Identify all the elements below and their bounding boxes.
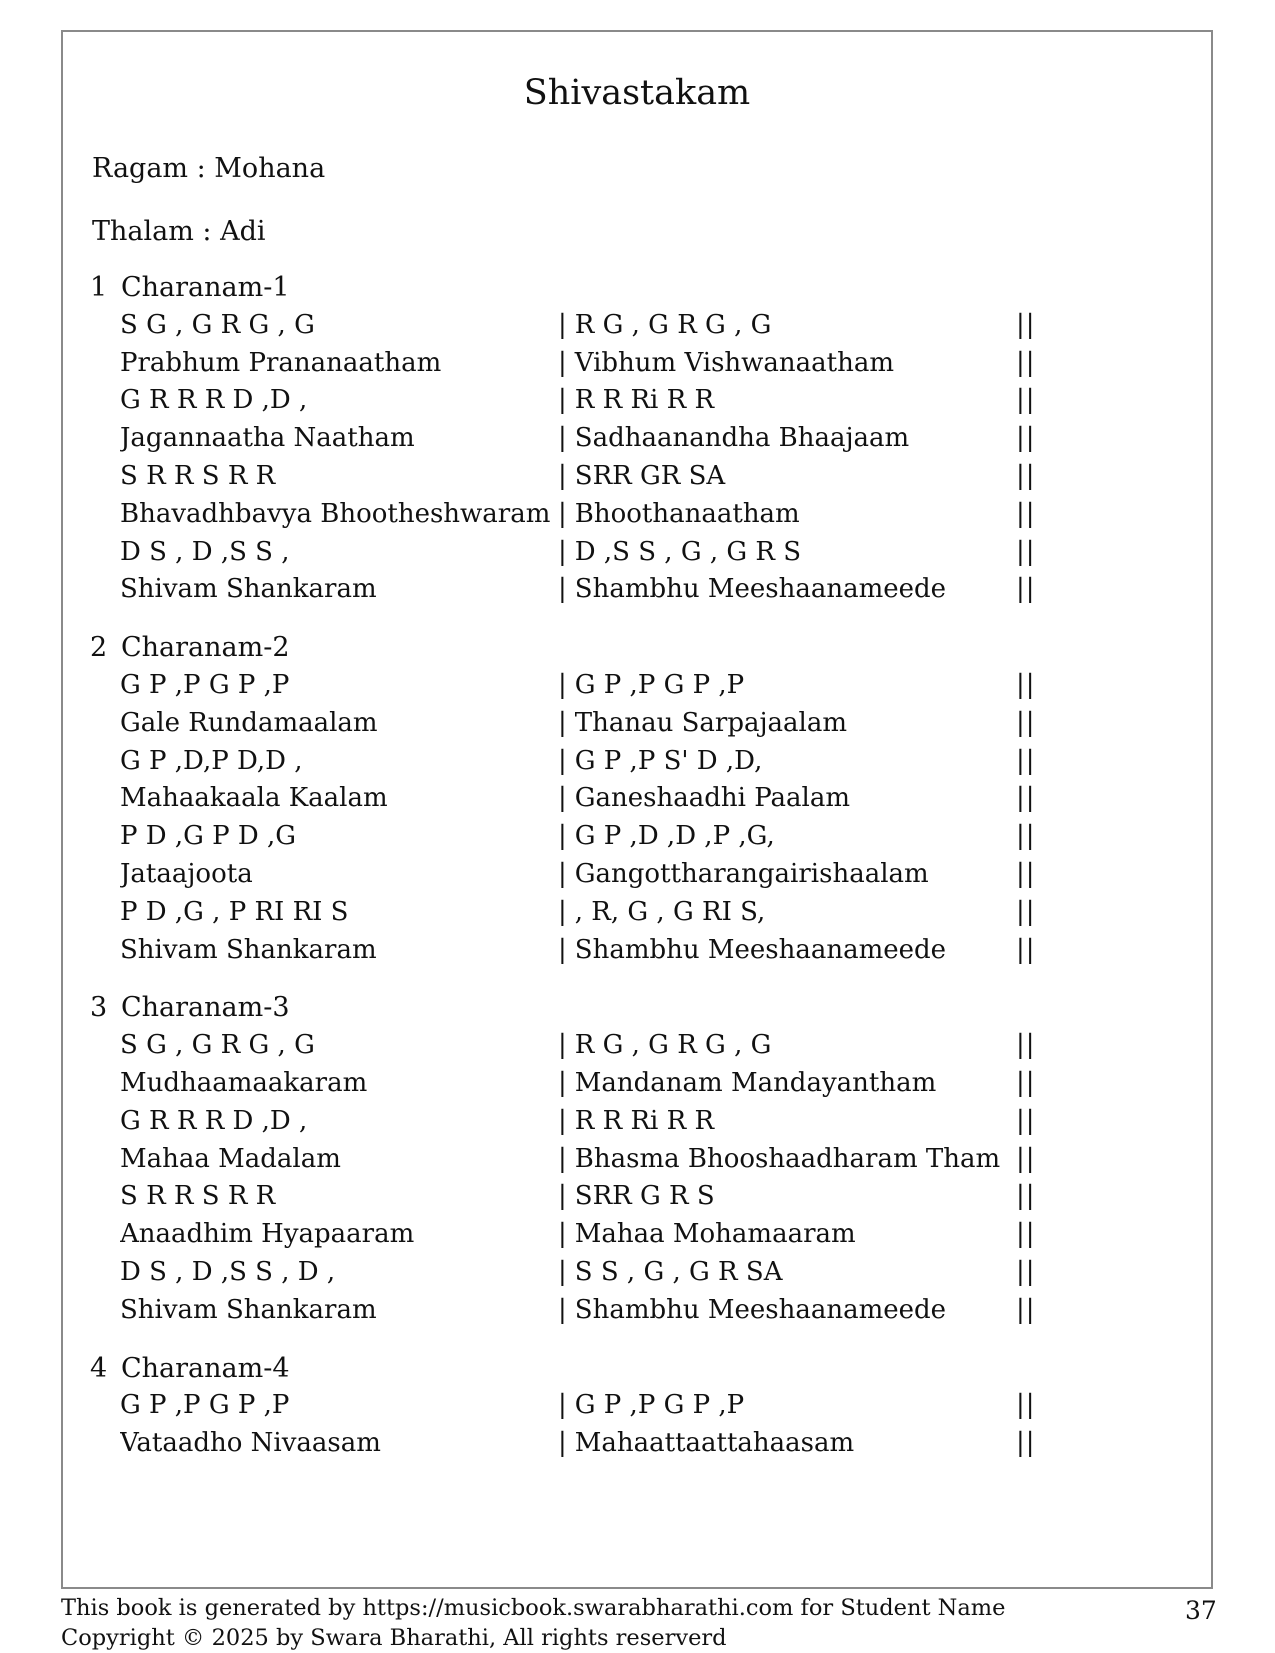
row-right-text: , R, G , G RI S, bbox=[574, 896, 766, 927]
row-right-cell bbox=[558, 1027, 1016, 1065]
notation-row bbox=[63, 1103, 1211, 1141]
row-right-text: G P ,P G P ,P bbox=[574, 669, 745, 700]
bar-single: | bbox=[558, 423, 567, 454]
row-right-text: Sadhaanandha Bhaajaam bbox=[574, 423, 910, 454]
charanam-section bbox=[63, 1350, 1211, 1463]
row-right-cell bbox=[558, 534, 1016, 572]
section-rows bbox=[63, 307, 1211, 609]
row-left-text: Mahaa Madalam bbox=[120, 1143, 341, 1174]
row-right-text: R G , G R G , G bbox=[574, 1030, 772, 1061]
bar-single: | bbox=[558, 536, 567, 567]
row-left-text: G R R R D ,D , bbox=[120, 385, 308, 416]
footer-copyright-line: Copyright © 2025 by Swara Bharathi, All rights reserverd bbox=[61, 1625, 727, 1651]
row-right-cell bbox=[558, 1178, 1016, 1216]
section-rows bbox=[63, 667, 1211, 969]
bar-single: | bbox=[558, 1105, 567, 1136]
bar-double: || bbox=[1016, 1428, 1036, 1459]
bar-double: || bbox=[1016, 1390, 1036, 1421]
row-right-text: G P ,D ,D ,P ,G, bbox=[574, 821, 775, 852]
bar-double: || bbox=[1016, 707, 1036, 738]
bar-single: | bbox=[558, 574, 567, 605]
row-right-cell bbox=[558, 932, 1016, 970]
bar-double: || bbox=[1016, 1294, 1036, 1325]
bar-single: | bbox=[558, 498, 567, 529]
bar-single: | bbox=[558, 707, 567, 738]
row-right-text: R R Ri R R bbox=[574, 1105, 715, 1136]
bar-single: | bbox=[558, 783, 567, 814]
row-right-cell bbox=[558, 743, 1016, 781]
row-right-cell bbox=[558, 1141, 1016, 1179]
bar-double: || bbox=[1016, 858, 1036, 889]
bar-double: || bbox=[1016, 536, 1036, 567]
row-right-cell bbox=[558, 345, 1016, 383]
row-right-text: Vibhum Vishwanaatham bbox=[574, 347, 895, 378]
row-left-text: Mahaakaala Kaalam bbox=[120, 783, 388, 814]
row-right-cell bbox=[558, 1387, 1016, 1425]
row-right-text: D ,S S , G , G R S bbox=[574, 536, 802, 567]
row-left-text: D S , D ,S S , bbox=[120, 536, 290, 567]
row-right-text: SRR GR SA bbox=[574, 460, 726, 491]
bar-single: | bbox=[558, 1428, 567, 1459]
notation-row bbox=[63, 1065, 1211, 1103]
row-right-cell bbox=[558, 420, 1016, 458]
bar-double: || bbox=[1016, 1067, 1036, 1098]
page-title: Shivastakam bbox=[523, 73, 751, 113]
content-box bbox=[61, 30, 1213, 1589]
bar-single: | bbox=[558, 858, 567, 889]
section-header bbox=[63, 1350, 1211, 1388]
row-left-text: G P ,P G P ,P bbox=[120, 1390, 290, 1421]
notation-row bbox=[63, 667, 1211, 705]
bar-double: || bbox=[1016, 1219, 1036, 1250]
bar-single: | bbox=[558, 347, 567, 378]
row-left-text: Anaadhim Hyapaaram bbox=[120, 1219, 415, 1250]
section-title: Charanam-4 bbox=[121, 1352, 290, 1384]
section-title: Charanam-3 bbox=[121, 992, 290, 1024]
bar-single: | bbox=[558, 309, 567, 340]
ragam-line: Ragam : Mohana bbox=[92, 153, 326, 184]
row-left-text: Mudhaamaakaram bbox=[120, 1067, 368, 1098]
section-header bbox=[63, 269, 1211, 307]
notation-row bbox=[63, 1254, 1211, 1292]
bar-single: | bbox=[558, 896, 567, 927]
row-left-text: Shivam Shankaram bbox=[120, 1294, 377, 1325]
row-right-cell bbox=[558, 667, 1016, 705]
notation-row bbox=[63, 420, 1211, 458]
notation-row bbox=[63, 345, 1211, 383]
row-left-text: Shivam Shankaram bbox=[120, 934, 377, 965]
row-right-text: Shambhu Meeshaanameede bbox=[574, 1294, 947, 1325]
bar-single: | bbox=[558, 1181, 567, 1212]
bar-single: | bbox=[558, 1219, 567, 1250]
row-right-text: R R Ri R R bbox=[574, 385, 715, 416]
charanam-section bbox=[63, 269, 1211, 609]
charanam-section bbox=[63, 989, 1211, 1329]
row-left-text: Bhavadhbavya Bhootheshwaram bbox=[120, 498, 551, 529]
row-left-text: P D ,G P D ,G bbox=[120, 821, 297, 852]
bar-single: | bbox=[558, 745, 567, 776]
page-number: 37 bbox=[1185, 1596, 1217, 1625]
row-right-cell bbox=[558, 1103, 1016, 1141]
bar-single: | bbox=[558, 1390, 567, 1421]
row-right-text: Shambhu Meeshaanameede bbox=[574, 574, 947, 605]
section-number: 1 bbox=[90, 272, 108, 303]
row-right-cell bbox=[558, 1254, 1016, 1292]
row-right-cell bbox=[558, 856, 1016, 894]
bar-double: || bbox=[1016, 1105, 1036, 1136]
bar-single: | bbox=[558, 1030, 567, 1061]
row-left-text: S R R S R R bbox=[120, 1181, 276, 1212]
notation-row bbox=[63, 307, 1211, 345]
notation-row bbox=[63, 894, 1211, 932]
notation-row bbox=[63, 1141, 1211, 1179]
row-left-text: G P ,D,P D,D , bbox=[120, 745, 303, 776]
row-left-text: Jataajoota bbox=[120, 858, 253, 889]
bar-double: || bbox=[1016, 745, 1036, 776]
notation-row bbox=[63, 534, 1211, 572]
row-left-text: G P ,P G P ,P bbox=[120, 669, 290, 700]
row-right-cell bbox=[558, 382, 1016, 420]
row-right-text: G P ,P S' D ,D, bbox=[574, 745, 763, 776]
notation-row bbox=[63, 1425, 1211, 1463]
row-right-text: Mahaattaattahaasam bbox=[574, 1428, 855, 1459]
bar-double: || bbox=[1016, 896, 1036, 927]
row-right-text: Mandanam Mandayantham bbox=[574, 1067, 937, 1098]
row-left-text: P D ,G , P RI RI S bbox=[120, 896, 349, 927]
row-right-cell bbox=[558, 705, 1016, 743]
row-right-cell bbox=[558, 1292, 1016, 1330]
section-title: Charanam-2 bbox=[121, 632, 290, 664]
notation-row bbox=[63, 856, 1211, 894]
notation-row bbox=[63, 382, 1211, 420]
row-right-cell bbox=[558, 894, 1016, 932]
notation-row bbox=[63, 705, 1211, 743]
notation-row bbox=[63, 571, 1211, 609]
bar-single: | bbox=[558, 1067, 567, 1098]
bar-double: || bbox=[1016, 574, 1036, 605]
section-number: 4 bbox=[90, 1352, 108, 1384]
notation-row bbox=[63, 1216, 1211, 1254]
notation-row bbox=[63, 458, 1211, 496]
notation-row bbox=[63, 1027, 1211, 1065]
row-right-text: Bhoothanaatham bbox=[574, 498, 800, 529]
bar-double: || bbox=[1016, 1143, 1036, 1174]
bar-double: || bbox=[1016, 1256, 1036, 1287]
section-number: 3 bbox=[90, 992, 108, 1024]
bar-double: || bbox=[1016, 423, 1036, 454]
bar-single: | bbox=[558, 821, 567, 852]
row-right-text: Mahaa Mohamaaram bbox=[574, 1219, 856, 1250]
row-right-text: Shambhu Meeshaanameede bbox=[574, 934, 947, 965]
notation-row bbox=[63, 743, 1211, 781]
row-right-text: G P ,P G P ,P bbox=[574, 1390, 745, 1421]
section-title: Charanam-1 bbox=[121, 272, 290, 303]
row-left-text: D S , D ,S S , D , bbox=[120, 1256, 336, 1287]
row-right-cell bbox=[558, 307, 1016, 345]
bar-double: || bbox=[1016, 1181, 1036, 1212]
notation-row bbox=[63, 1178, 1211, 1216]
bar-double: || bbox=[1016, 309, 1036, 340]
row-left-text: S G , G R G , G bbox=[120, 1030, 315, 1061]
section-header bbox=[63, 989, 1211, 1027]
bar-single: | bbox=[558, 1143, 567, 1174]
row-right-text: Gangottharangairishaalam bbox=[574, 858, 929, 889]
notation-row bbox=[63, 496, 1211, 534]
row-right-cell bbox=[558, 1216, 1016, 1254]
bar-single: | bbox=[558, 1256, 567, 1287]
bar-double: || bbox=[1016, 1030, 1036, 1061]
bar-single: | bbox=[558, 934, 567, 965]
row-right-cell bbox=[558, 571, 1016, 609]
row-right-cell bbox=[558, 1065, 1016, 1103]
notation-row bbox=[63, 780, 1211, 818]
bar-double: || bbox=[1016, 385, 1036, 416]
row-right-text: Bhasma Bhooshaadharam Tham bbox=[574, 1143, 1001, 1174]
bar-single: | bbox=[558, 1294, 567, 1325]
bar-double: || bbox=[1016, 669, 1036, 700]
bar-double: || bbox=[1016, 783, 1036, 814]
footer-generated-line: This book is generated by https://musicbook.swarabharathi.com for Student Name bbox=[61, 1595, 1006, 1621]
row-right-cell bbox=[558, 818, 1016, 856]
section-number: 2 bbox=[90, 632, 108, 664]
thalam-line: Thalam : Adi bbox=[92, 216, 266, 247]
notation-row bbox=[63, 818, 1211, 856]
row-left-text: Prabhum Prananaatham bbox=[120, 347, 442, 378]
row-right-text: R G , G R G , G bbox=[574, 309, 772, 340]
row-left-text: Gale Rundamaalam bbox=[120, 707, 378, 738]
row-right-text: S S , G , G R SA bbox=[574, 1256, 783, 1287]
sections bbox=[63, 269, 1211, 1463]
bar-double: || bbox=[1016, 347, 1036, 378]
row-right-cell bbox=[558, 1425, 1016, 1463]
row-left-text: Shivam Shankaram bbox=[120, 574, 377, 605]
row-right-text: Ganeshaadhi Paalam bbox=[574, 783, 851, 814]
bar-double: || bbox=[1016, 934, 1036, 965]
bar-single: | bbox=[558, 669, 567, 700]
row-right-cell bbox=[558, 496, 1016, 534]
bar-single: | bbox=[558, 385, 567, 416]
row-right-cell bbox=[558, 780, 1016, 818]
charanam-section bbox=[63, 629, 1211, 969]
row-left-text: Vataadho Nivaasam bbox=[120, 1428, 381, 1459]
row-left-text: S R R S R R bbox=[120, 460, 276, 491]
row-right-text: SRR G R S bbox=[574, 1181, 715, 1212]
bar-double: || bbox=[1016, 460, 1036, 491]
row-left-text: Jagannaatha Naatham bbox=[120, 423, 415, 454]
row-right-cell bbox=[558, 458, 1016, 496]
bar-double: || bbox=[1016, 498, 1036, 529]
bar-single: | bbox=[558, 460, 567, 491]
section-rows bbox=[63, 1387, 1211, 1463]
section-rows bbox=[63, 1027, 1211, 1329]
row-left-text: G R R R D ,D , bbox=[120, 1105, 308, 1136]
footer bbox=[61, 1593, 1111, 1653]
section-header bbox=[63, 629, 1211, 667]
bar-double: || bbox=[1016, 821, 1036, 852]
row-right-text: Thanau Sarpajaalam bbox=[574, 707, 848, 738]
notation-row bbox=[63, 1292, 1211, 1330]
row-left-text: S G , G R G , G bbox=[120, 309, 315, 340]
notation-row bbox=[63, 932, 1211, 970]
notation-row bbox=[63, 1387, 1211, 1425]
